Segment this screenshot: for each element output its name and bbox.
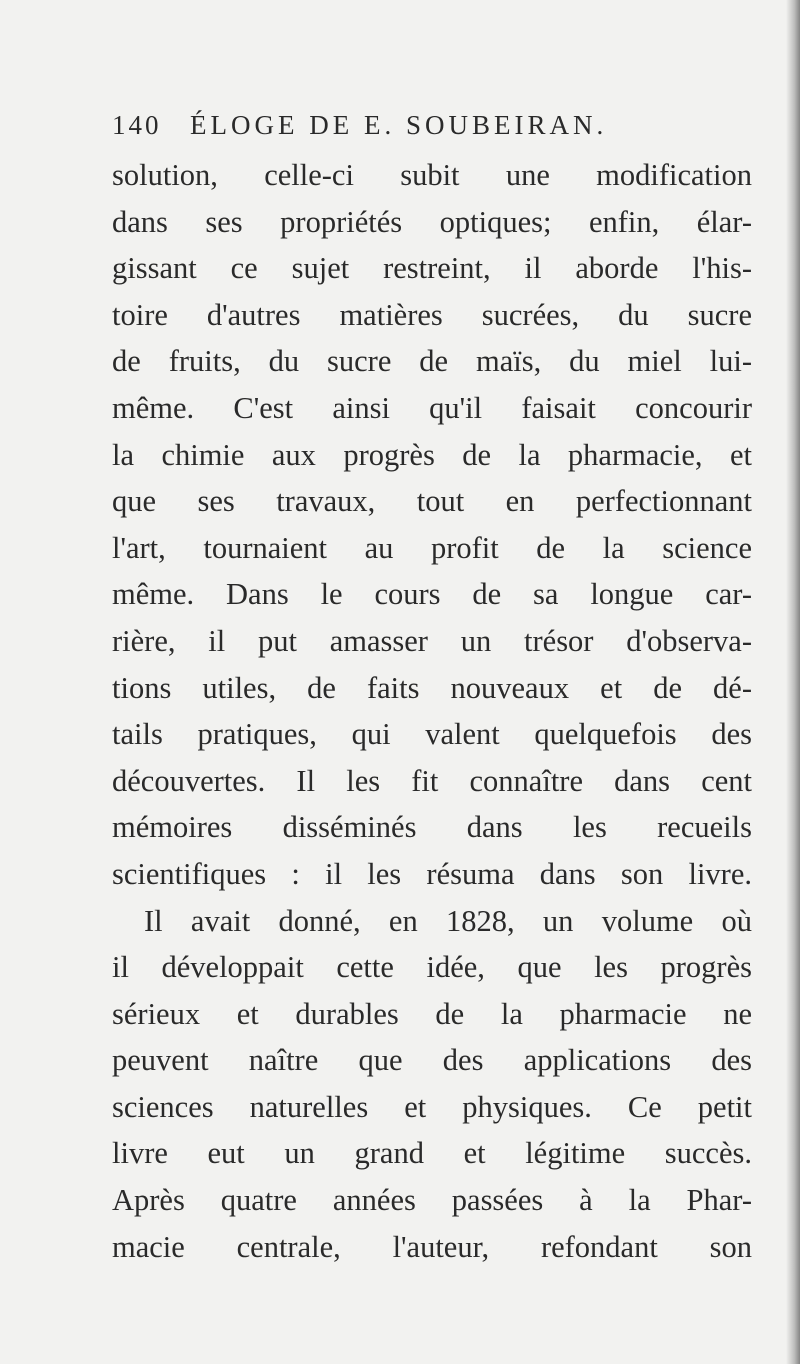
running-head: [112, 110, 652, 144]
text-line: rière, il put amasser un trésor d'observa-: [112, 623, 752, 658]
text-line: Il avait donné, en 1828, un volume où: [144, 903, 752, 938]
text-line: gissant ce sujet restreint, il aborde l'his-: [112, 251, 752, 286]
body-text: [112, 152, 752, 1270]
text-line: sérieux et durables de la pharmacie ne: [112, 996, 752, 1031]
text-line: même. Dans le cours de sa longue car-: [112, 577, 752, 612]
text-line: solution, celle-ci subit une modification: [112, 158, 752, 192]
text-line: il développait cette idée, que les progrès: [112, 950, 752, 985]
text-line: découvertes. Il les fit connaître dans cent: [112, 763, 752, 798]
text-line: livre eut un grand et légitime succès.: [112, 1136, 752, 1171]
text-line: macie centrale, l'auteur, refondant son: [112, 1229, 752, 1264]
text-line: l'art, tournaient au profit de la science: [112, 530, 752, 565]
text-line: peuvent naître que des applications des: [112, 1043, 752, 1078]
text-line: toire d'autres matières sucrées, du sucre: [112, 297, 752, 332]
text-line: de fruits, du sucre de maïs, du miel lui-: [112, 344, 752, 379]
running-title: ÉLOGE DE E. SOUBEIRAN.: [190, 110, 608, 140]
text-line: que ses travaux, tout en perfectionnant: [112, 484, 752, 519]
text-line: sciences naturelles et physiques. Ce petit: [112, 1089, 752, 1124]
text-line: la chimie aux progrès de la pharmacie, et: [112, 437, 752, 472]
text-line: mémoires disséminés dans les recueils: [112, 810, 752, 845]
text-line: tails pratiques, qui valent quelquefois des: [112, 717, 752, 752]
text-line: scientifiques : il les résuma dans son livre.: [112, 856, 752, 891]
text-line: même. C'est ainsi qu'il faisait concourir: [112, 390, 752, 425]
text-line: dans ses propriétés optiques; enfin, élar-: [112, 204, 752, 239]
text-line: tions utiles, de faits nouveaux et de dé-: [112, 670, 752, 705]
page-number: 140: [112, 110, 162, 140]
page-edge-shadow: [786, 0, 800, 1364]
text-line: Après quatre années passées à la Phar-: [112, 1183, 752, 1218]
